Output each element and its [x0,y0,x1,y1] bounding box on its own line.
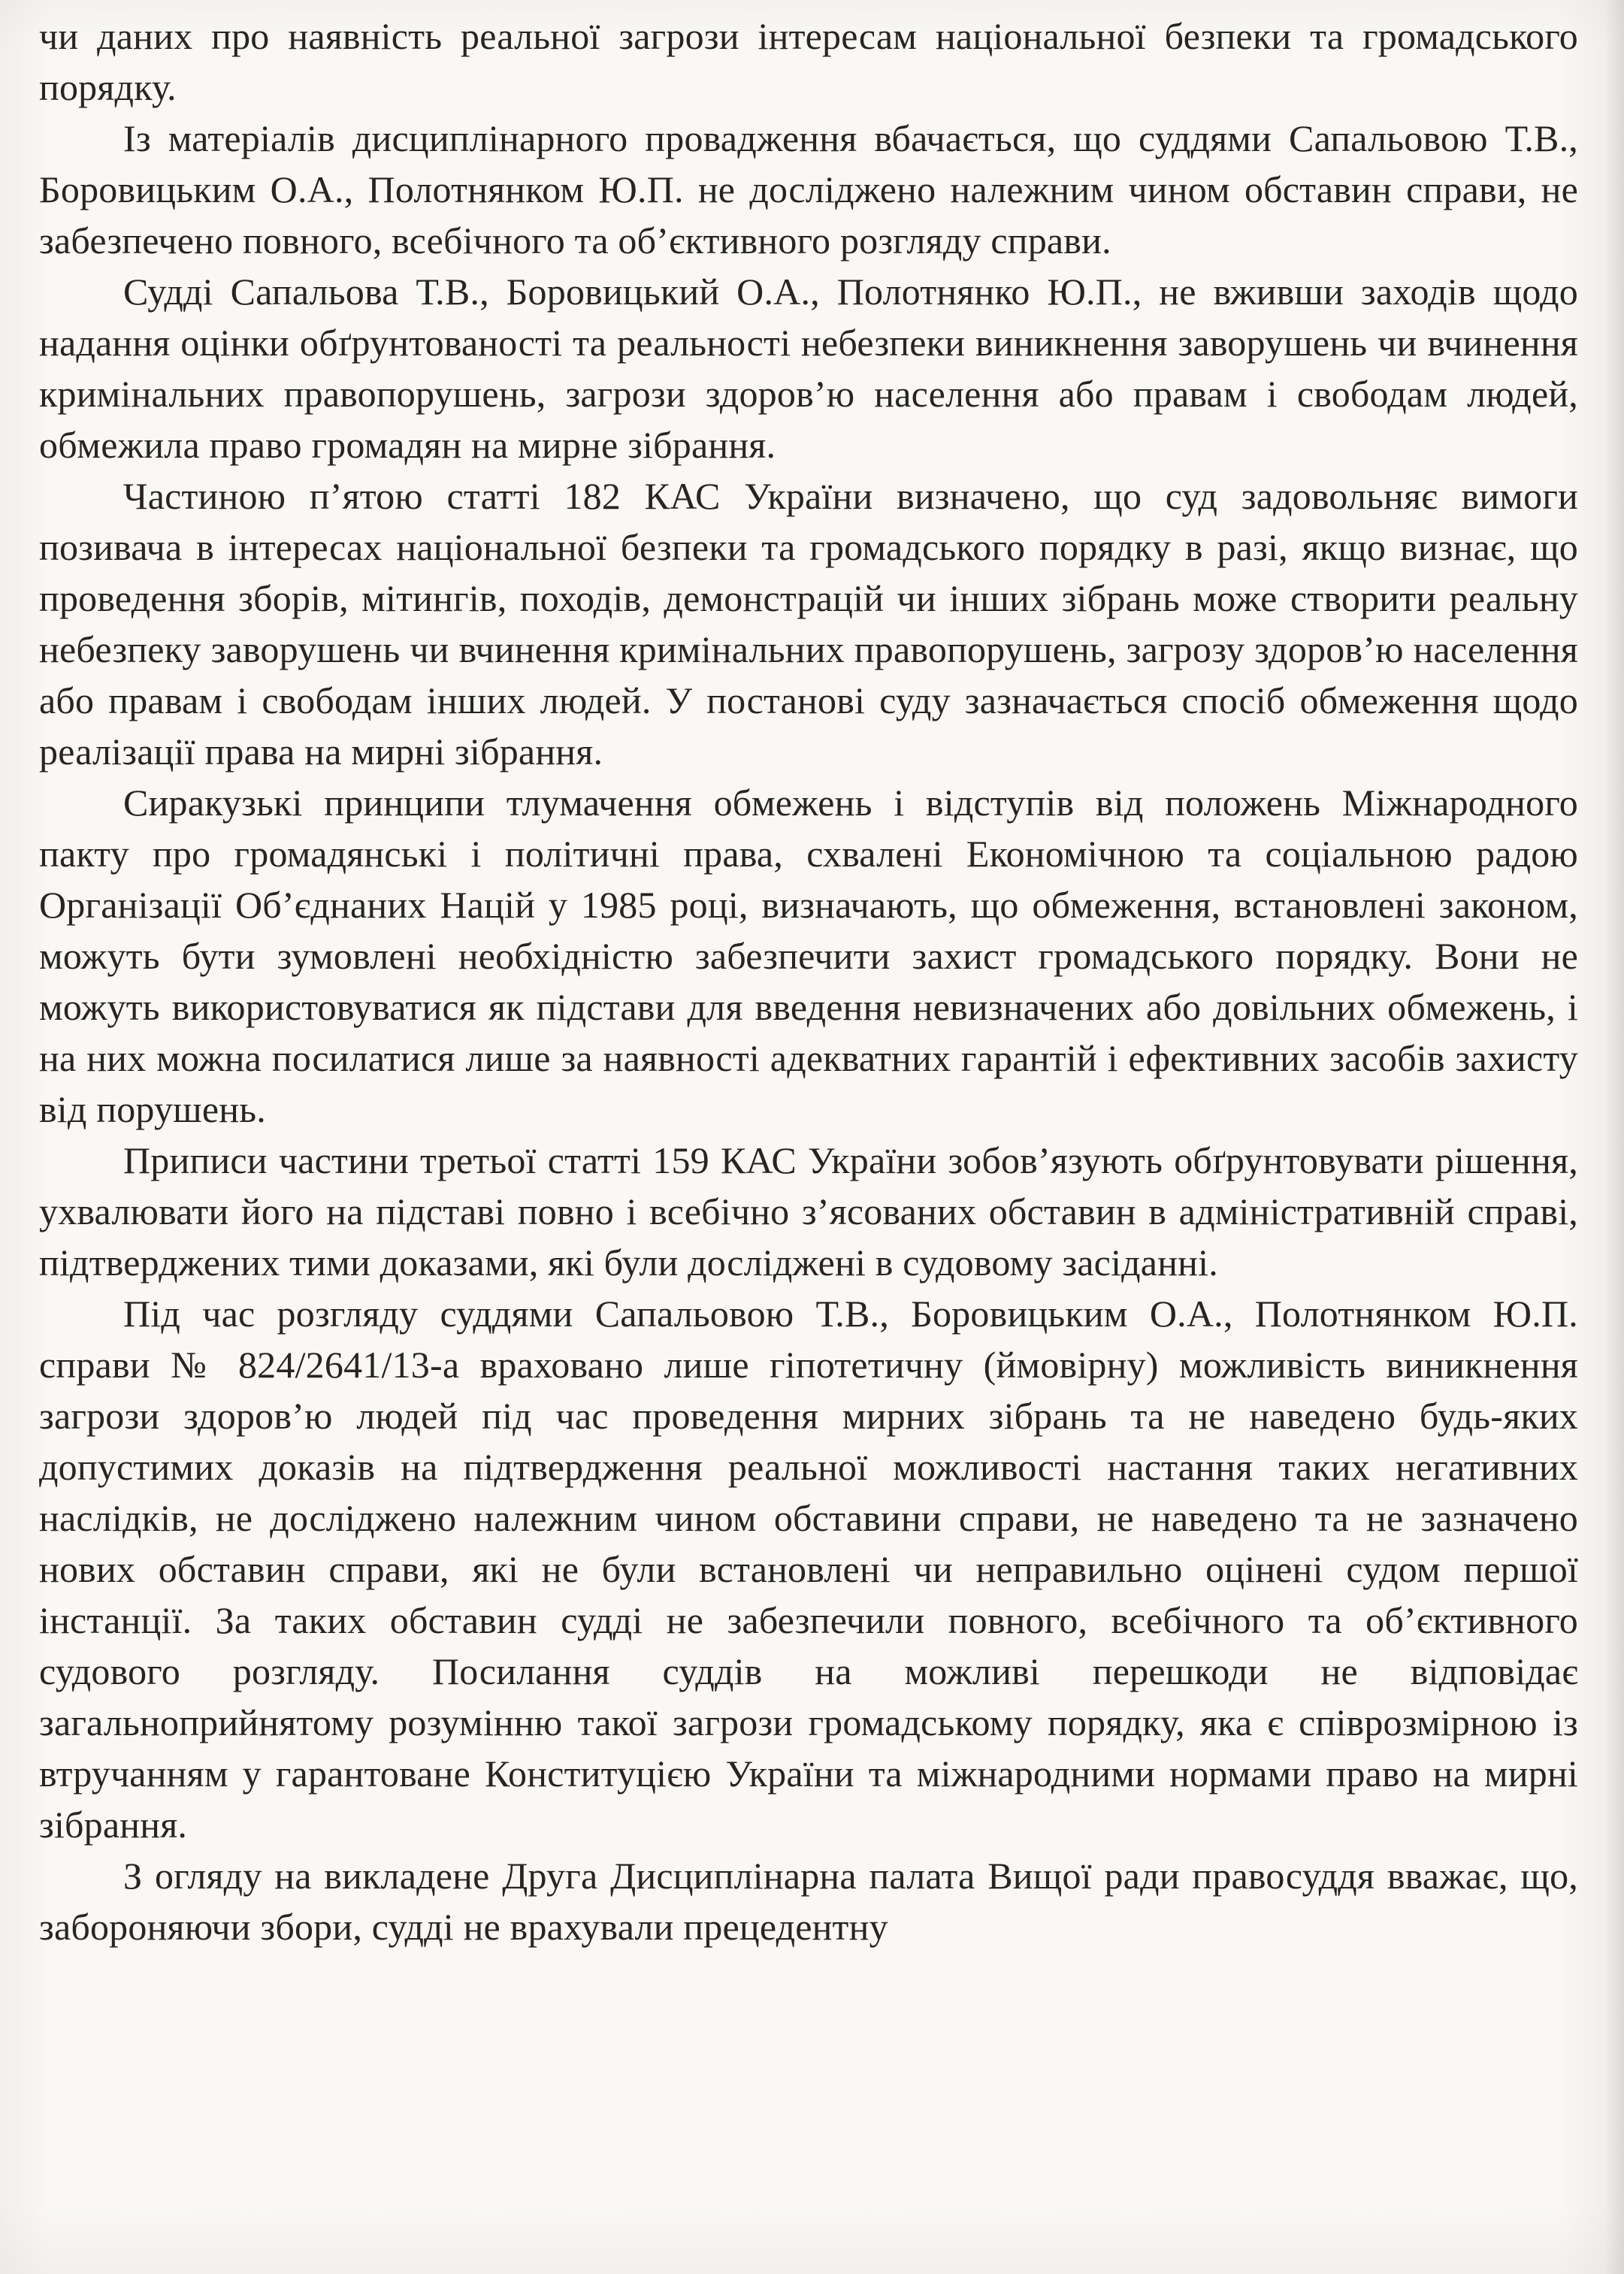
document-text-block [39,11,1578,1952]
paragraph: Під час розгляду суддями Сапальовою Т.В., Боровицьким О.А., Полотнянком Ю.П. справи № 824/2641/13-а враховано лише гіпотетичну (ймовірну) можливість виникнення загрози здоров’ю людей під час проведення мирних зібрань та не наведено будь-яких допустимих доказів на підтвердження реальної можливості настання таких негативних наслідків, не досліджено належним чином обставини справи, не наведено та не зазначено нових обставин справи, які не були встановлені чи неправильно оцінені судом першої інстанції. За таких обставин судді не забезпечили повного, всебічного та об’єктивного судового розгляду. Посилання суддів на можливі перешкоди не відповідає загальноприйнятому розумінню такої загрози громадському порядку, яка є співрозмірною із втручанням у гарантоване Конституцією України та міжнародними нормами право на мирні зібрання. [39,1293,1578,1846]
paragraph: Частиною п’ятою статті 182 КАС України визначено, що суд задовольняє вимоги позивача в інтересах національної безпеки та громадського порядку в разі, якщо визнає, що проведення зборів, мітингів, походів, демонстрацій чи інших зібрань може створити реальну небезпеку заворушень чи вчинення кримінальних правопорушень, загрозу здоров’ю населення або правам і свободам інших людей. У постанові суду зазначається спосіб обмеження щодо реалізації права на мирні зібрання. [39,475,1578,773]
paragraph: Сиракузькі принципи тлумачення обмежень і відступів від положень Міжнародного пакту про громадянські і політичні права, схвалені Економічною та соціальною радою Організації Об’єднаних Націй у 1985 році, визначають, що обмеження, встановлені законом, можуть бути зумовлені необхідністю забезпечити захист громадського порядку. Вони не можуть використовуватися як підстави для введення невизначених або довільних обмежень, і на них можна посилатися лише за наявності адекватних гарантій і ефективних засобів захисту від порушень. [39,782,1578,1130]
paragraph: Судді Сапальова Т.В., Боровицький О.А., Полотнянко Ю.П., не вживши заходів щодо надання оцінки обґрунтованості та реальності небезпеки виникнення заворушень чи вчинення кримінальних правопорушень, загрози здоров’ю населення або правам і свободам людей, обмежила право громадян на мирне зібрання. [39,271,1578,466]
paragraph: З огляду на викладене Друга Дисциплінарна палата Вищої ради правосуддя вважає, що, забороняючи збори, судді не врахували прецедентну [39,1855,1578,1948]
paragraph-continuation: чи даних про наявність реальної загрози інтересам національної безпеки та громадського порядку. [39,15,1578,108]
paragraph: Із матеріалів дисциплінарного провадження вбачається, що суддями Сапальовою Т.В., Боровицьким О.А., Полотнянком Ю.П. не досліджено належним чином обставин справи, не забезпечено повного, всебічного та об’єктивного розгляду справи. [39,117,1578,262]
paragraph: Приписи частини третьої статті 159 КАС України зобов’язують обґрунтовувати рішення, ухвалювати його на підставі повно і всебічно з’ясованих обставин в адміністративній справі, підтверджених тими доказами, які були досліджені в судовому засіданні. [39,1139,1578,1284]
scan-shading-artifact [1604,0,1624,2274]
